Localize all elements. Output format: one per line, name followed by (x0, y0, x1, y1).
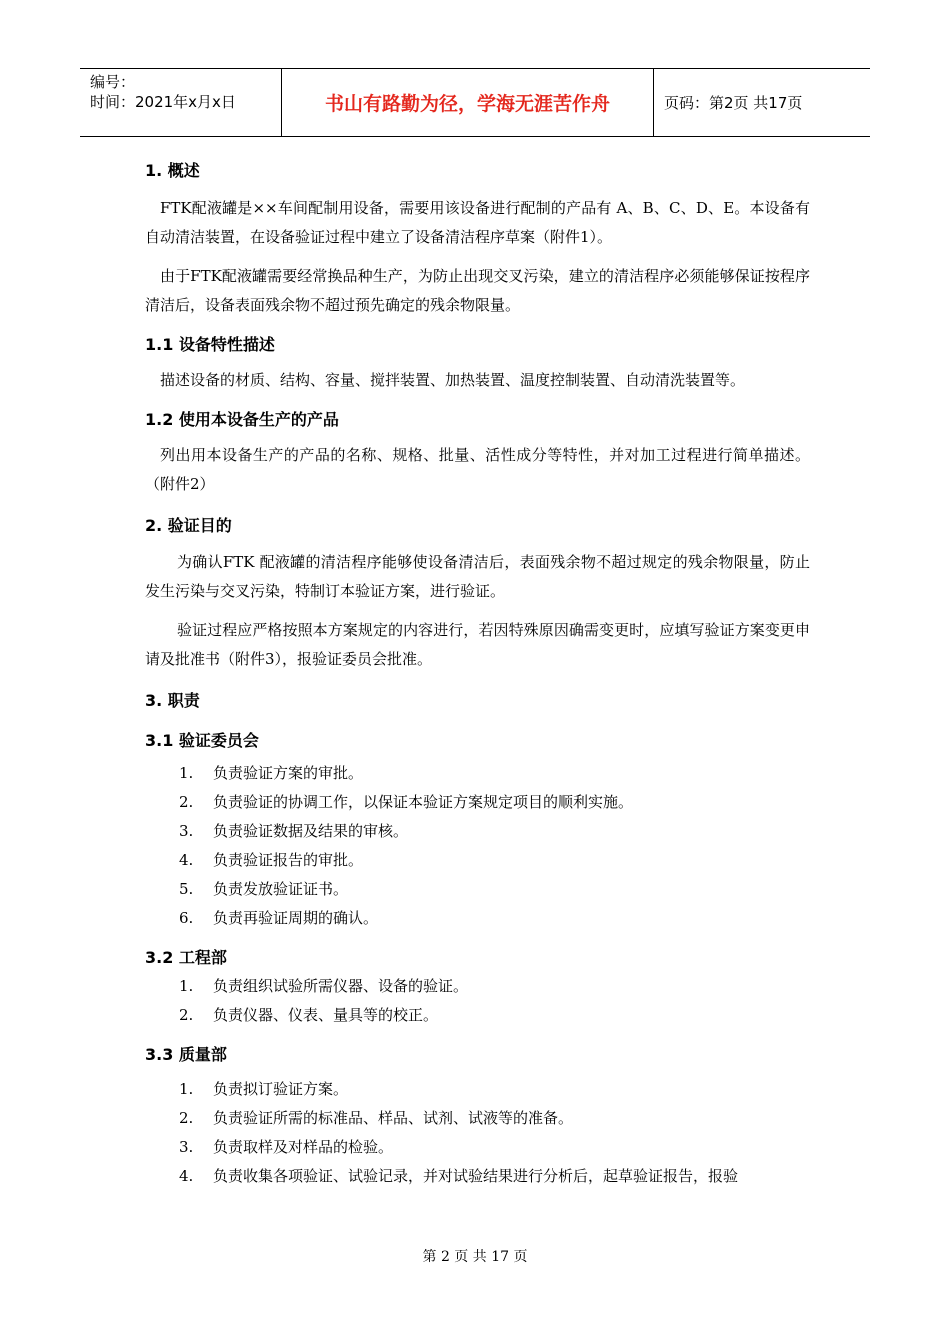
section-2-heading: 2. 验证目的 (145, 516, 232, 535)
section-3-1-list (145, 759, 810, 933)
section-1-paragraph-1: FTK配液罐是××车间配制用设备，需要用该设备进行配制的产品有 A、B、C、D、E。本设备有自动清洁装置，在设备验证过程中建立了设备清洁程序草案（附件1）。 (145, 199, 810, 246)
list-item: 1. 负责拟订验证方案。 (179, 1080, 349, 1098)
doc-number-label: 编号： (90, 73, 136, 91)
header-meta (80, 69, 282, 136)
document-body (145, 150, 810, 1191)
section-1-paragraph-2: 由于FTK配液罐需要经常换品种生产，为防止出现交叉污染，建立的清洁程序必须能够保证按程序清洁后，设备表面残余物不超过预先确定的残余物限量。 (145, 267, 810, 314)
list-item: 1. 负责验证方案的审批。 (179, 764, 364, 782)
doc-time-label: 时间：2021年x月x日 (90, 93, 236, 111)
list-item: 3. 负责取样及对样品的检验。 (179, 1138, 394, 1156)
list-item: 2. 负责验证的协调工作，以保证本验证方案规定项目的顺利实施。 (179, 793, 634, 811)
section-1-2-heading: 1.2 使用本设备生产的产品 (145, 410, 339, 429)
list-item: 2. 负责验证所需的标准品、样品、试剂、试液等的准备。 (179, 1109, 574, 1127)
section-3-3-heading: 3.3 质量部 (145, 1045, 227, 1064)
section-3-2-heading: 3.2 工程部 (145, 948, 227, 967)
list-item: 6. 负责再验证周期的确认。 (179, 909, 379, 927)
list-item: 1. 负责组织试验所需仪器、设备的验证。 (179, 977, 469, 995)
section-3-2-list (145, 972, 810, 1030)
section-1-1-heading: 1.1 设备特性描述 (145, 335, 275, 354)
page-footer: 第 2 页 共 17 页 (422, 1249, 528, 1265)
section-1-2-paragraph: 列出用本设备生产的产品的名称、规格、批量、活性成分等特性，并对加工过程进行简单描述。（附件2） (145, 446, 810, 493)
section-2-paragraph-1: 为确认FTK 配液罐的清洁程序能够使设备清洁后，表面残余物不超过规定的残余物限量，防止发生污染与交叉污染，特制订本验证方案，进行验证。 (145, 553, 810, 600)
list-item: 4. 负责验证报告的审批。 (179, 851, 364, 869)
list-item: 4. 负责收集各项验证、试验记录，并对试验结果进行分析后，起草验证报告，报验 (179, 1167, 739, 1185)
section-3-1-heading: 3.1 验证委员会 (145, 731, 259, 750)
list-item: 3. 负责验证数据及结果的审核。 (179, 822, 409, 840)
header-motto: 书山有路勤为径，学海无涯苦作舟 (282, 69, 654, 136)
section-3-3-list (145, 1075, 810, 1191)
section-1-heading: 1. 概述 (145, 161, 200, 180)
section-2-paragraph-2: 验证过程应严格按照本方案规定的内容进行，若因特殊原因确需变更时，应填写验证方案变更申请及批准书（附件3），报验证委员会批准。 (145, 621, 810, 668)
header-page-info: 页码：第2页 共17页 (664, 94, 803, 112)
list-item: 5. 负责发放验证证书。 (179, 880, 349, 898)
section-1-1-paragraph: 描述设备的材质、结构、容量、搅拌装置、加热装置、温度控制装置、自动清洗装置等。 (160, 371, 746, 389)
page-header (80, 68, 870, 137)
list-item: 2. 负责仪器、仪表、量具等的校正。 (179, 1006, 439, 1024)
section-3-heading: 3. 职责 (145, 691, 200, 710)
